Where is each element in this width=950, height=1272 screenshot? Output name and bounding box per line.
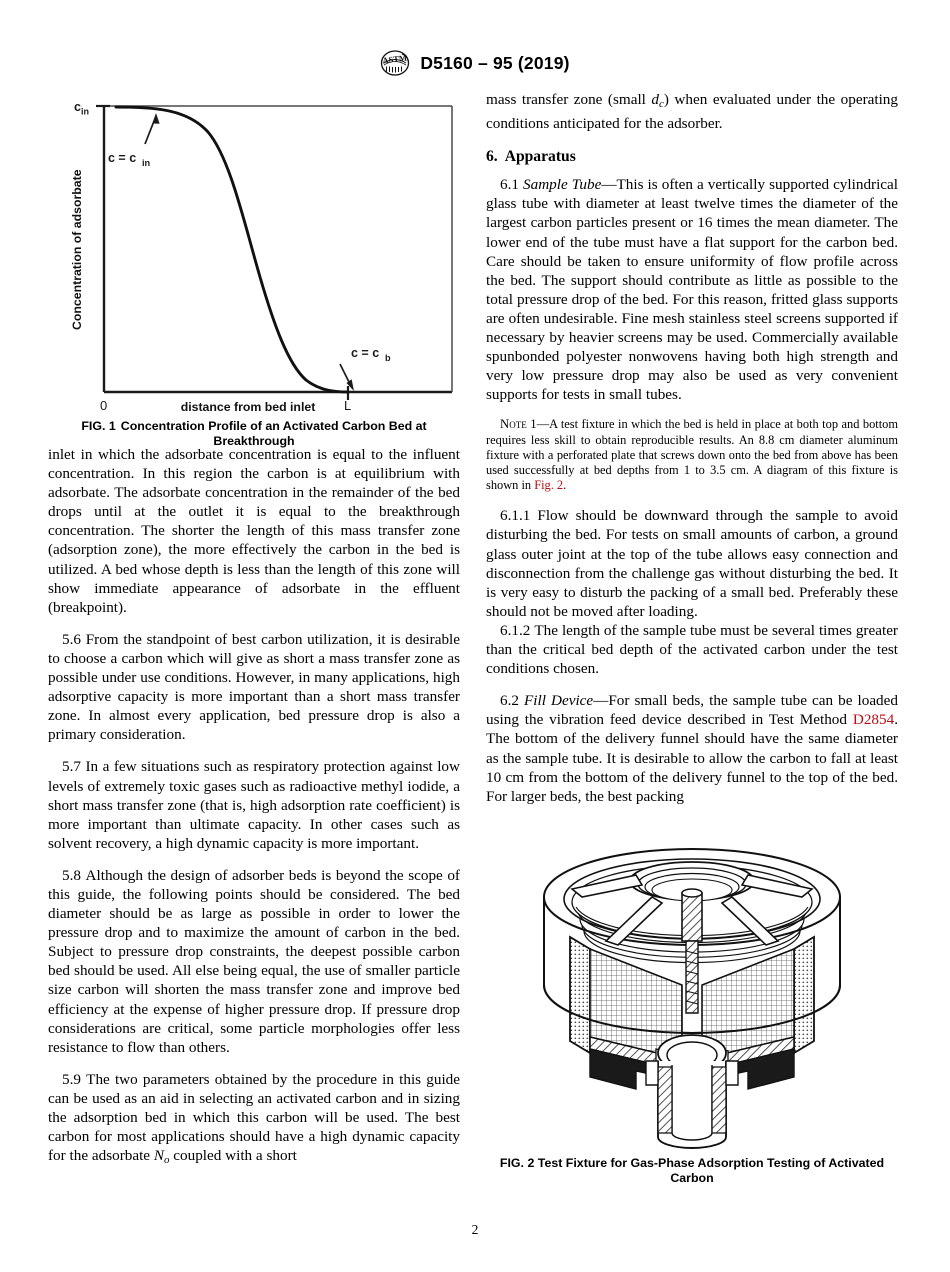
figure2-caption-label: FIG. 2 <box>499 1156 535 1170</box>
figure2 <box>486 845 898 1186</box>
paragraph-continuation-right <box>486 90 898 133</box>
paragraph-6-1-1-number: 6.1.1 <box>500 507 531 525</box>
chart-x-tick-label-0: 0 <box>100 398 108 412</box>
paragraph-6-1-2-number: 6.1.2 <box>500 621 531 639</box>
variable-no-sub: o <box>164 1154 170 1167</box>
paragraph-5-9-text-before: The two parameters obtained by the procedure in this guide can be used as an aid in selecting an activated carbon and in sizing the adsorption bed in which this carbon will be used. The best carbon for most applications should have a high dynamic capacity for the adsorbate <box>48 1070 461 1165</box>
variable-no-main: N <box>153 1147 164 1165</box>
paragraph-6-1-term: Sample Tube <box>523 176 602 194</box>
fixture-section-wall-right <box>794 937 814 1053</box>
figure1-caption-text: Concentration Profile of an Activated Carbon Bed at Breakthrough <box>120 419 427 448</box>
paragraph-6-1-dash: — <box>601 176 617 194</box>
variable-dc-main: d <box>651 91 659 108</box>
paragraph-5-8-text: Although the design of adsorber beds is beyond the scope of this guide, the following points should be considered. The bed diameter should be as large as possible in order to lower the pressure drop and to maximize the amount of carbon in the bed. Subject to pressure drop constraints, the deepest possible carbon bed should be used. All else being equal, the use of smaller particle size carbon will shorten the mass transfer zone and improve bed efficiency at the expense of higher pressure drop. If pressure drop considerations are critical, some particle morphologies offer less resistance to flow than others. <box>48 866 460 1056</box>
paragraph-continuation-text-after: ) when evaluated under the operating conditions anticipated for the adsorber. <box>486 91 898 133</box>
chart-x-tick-label-L: L <box>344 398 352 412</box>
paragraph-6-1-1 <box>486 506 898 621</box>
note-1 <box>486 417 898 493</box>
paragraph-6-1-2 <box>486 621 898 678</box>
paragraph-6-2-xref-d2854[interactable]: D2854 <box>852 711 895 729</box>
paragraph-5-6-number: 5.6 <box>62 630 81 648</box>
right-column <box>486 90 898 806</box>
paragraph-5-9-text-after: coupled with a short <box>169 1147 297 1165</box>
paragraph-6-1 <box>486 175 898 404</box>
paragraph-5-9 <box>48 1070 460 1171</box>
fixture-outlet-tube <box>646 1061 738 1148</box>
page-header <box>0 50 950 76</box>
paragraph-6-2-text-before: For small beds, the sample tube can be loaded using the vibration feed device described in Test Method <box>486 692 898 729</box>
standard-designation: D5160 – 95 (2019) <box>420 52 570 73</box>
paragraph-6-1-text: This is often a vertically supported cylindrical glass tube with diameter at least twelve times the diameter of the largest carbon particles present or 16 times the mean diameter. The lower end of the tube must have a flat support for the carbon bed. Care should be taken to ensure uniformity of flow profile across the bed. The support should contribute as little as possible to the total pressure drop of the bed. For this reason, fritted glass supports are often undesirable. Fine mesh stainless steel screens supported if necessary by heavier screens may be used. Commercially available spunbonded polyester nonwovens having both high strength and very low pressure drop may also be used as very convenient supports for tests in small tubes. <box>486 176 899 404</box>
section-heading-6-title: Apparatus <box>504 148 576 166</box>
section-heading-6 <box>486 148 898 166</box>
figure2-caption-text: Test Fixture for Gas-Phase Adsorption Testing of Activated Carbon <box>537 1156 885 1185</box>
annotation-arrowhead-cin <box>152 113 159 124</box>
paragraph-5-7 <box>48 757 460 852</box>
paragraph-6-2-number: 6.2 <box>500 692 519 710</box>
paragraph-6-1-1-text: Flow should be downward through the sample to avoid disturbing the bed. For tests on small amounts of carbon, a ground glass outer joint at the top of the tube allows easy connection and disconnection from the challenge gas without disturbing the bed. It is very easy to disturb the packing of a small bed. Preferably these should not be moved after loading. <box>486 507 898 620</box>
paragraph-5-9-number: 5.9 <box>62 1070 81 1088</box>
note-1-dash: — <box>536 417 550 432</box>
paragraph-6-1-number: 6.1 <box>500 176 519 194</box>
paragraph-5-8 <box>48 866 460 1057</box>
figure1 <box>48 92 460 449</box>
paragraph-6-2 <box>486 691 898 806</box>
paragraph-6-1-2-text: The length of the sample tube must be several times greater than the critical bed depth of the activated carbon under the test conditions chosen. <box>486 621 898 678</box>
fixture-section-wall-left <box>570 937 590 1053</box>
note-1-xref-fig2[interactable]: Fig. 2 <box>534 478 564 493</box>
annotation-label-cb-main: c = c <box>351 346 380 360</box>
figure2-caption <box>486 1156 898 1186</box>
annotation-label-cb-sub: b <box>385 353 391 363</box>
paragraph-continuation-left: inlet in which the adsorbate concentration is equal to the influent concentration. In this region the carbon is at equilibrium with adsorbate. The adsorbate concentration in the remainder of the bed drops until at the outlet it is equal to the breakthrough concentration. The shorter the length of this mass transfer zone (adsorption zone), the more effectively the carbon in the bed is utilized. A bed whose depth is less than the length of this zone will show immediate appearance of adsorbate in the effluent (breakpoint). <box>48 446 460 616</box>
paragraph-5-7-text: In a few situations such as respiratory protection against low levels of extremely toxic gases such as radioactive methyl iodide, a short mass transfer zone (that is, high adsorption rate coefficient) is more important than ultimate capacity. In other cases such as solvent recovery, a high dynamic capacity is more important. <box>48 758 460 852</box>
note-1-text-after: . <box>563 478 567 493</box>
paragraph-5-7-number: 5.7 <box>62 758 81 776</box>
page-number: 2 <box>471 1222 479 1237</box>
figure1-caption <box>48 419 460 449</box>
svg-text:ASTM: ASTM <box>382 52 408 66</box>
chart-x-axis-label: distance from bed inlet <box>180 400 316 412</box>
variable-dc-sub: c <box>659 98 664 111</box>
paragraph-6-2-dash: — <box>593 692 609 710</box>
chart-y-tick-label-cin-main: c <box>74 100 81 114</box>
note-1-text-before: A test fixture in which the bed is held in place at both top and bottom requires less skill to obtain reproducible results. An 8.8 cm diameter aluminum fixture with a perforated plate that screws down onto the bed from above has been used successfully at bed depths from 1 to 3.5 cm. A diagram of this fixture is shown in <box>486 417 898 493</box>
paragraph-5-8-number: 5.8 <box>62 866 81 884</box>
chart-y-axis-label: Concentration of adsorbate <box>70 169 84 330</box>
paragraph-5-6 <box>48 630 460 745</box>
breakthrough-curve-chart <box>48 92 460 412</box>
test-fixture-illustration <box>486 845 898 1150</box>
paragraph-continuation-text-before: mass transfer zone (small <box>486 91 652 108</box>
note-1-label: Note 1 <box>500 417 537 432</box>
paragraph-6-2-text-after: . The bottom of the delivery funnel should have the same diameter as the sample tube. It is desirable to allow the carbon to fall at least 10 cm from the bottom of the delivery funnel to the top of the bed. For larger beds, the best packing <box>486 711 898 805</box>
figure1-caption-label: FIG. 1 <box>81 419 116 433</box>
astm-logo-icon <box>380 50 410 76</box>
paragraph-5-6-text: From the standpoint of best carbon utilization, it is desirable to choose a carbon which will give as short a mass transfer zone as possible under use conditions. However, in many applications, high adsorptive capacity is more important than a short mass transfer zone. In almost every application, bed pressure drop is also a primary consideration. <box>48 630 461 744</box>
annotation-label-cin-sub: in <box>142 158 151 168</box>
annotation-label-cin-main: c = c <box>108 151 137 165</box>
chart-curve-concentration-profile <box>116 107 348 392</box>
section-heading-6-number: 6. <box>486 148 498 166</box>
chart-y-tick-label-cin-sub: in <box>81 106 89 117</box>
paragraph-6-2-term: Fill Device <box>524 692 594 710</box>
